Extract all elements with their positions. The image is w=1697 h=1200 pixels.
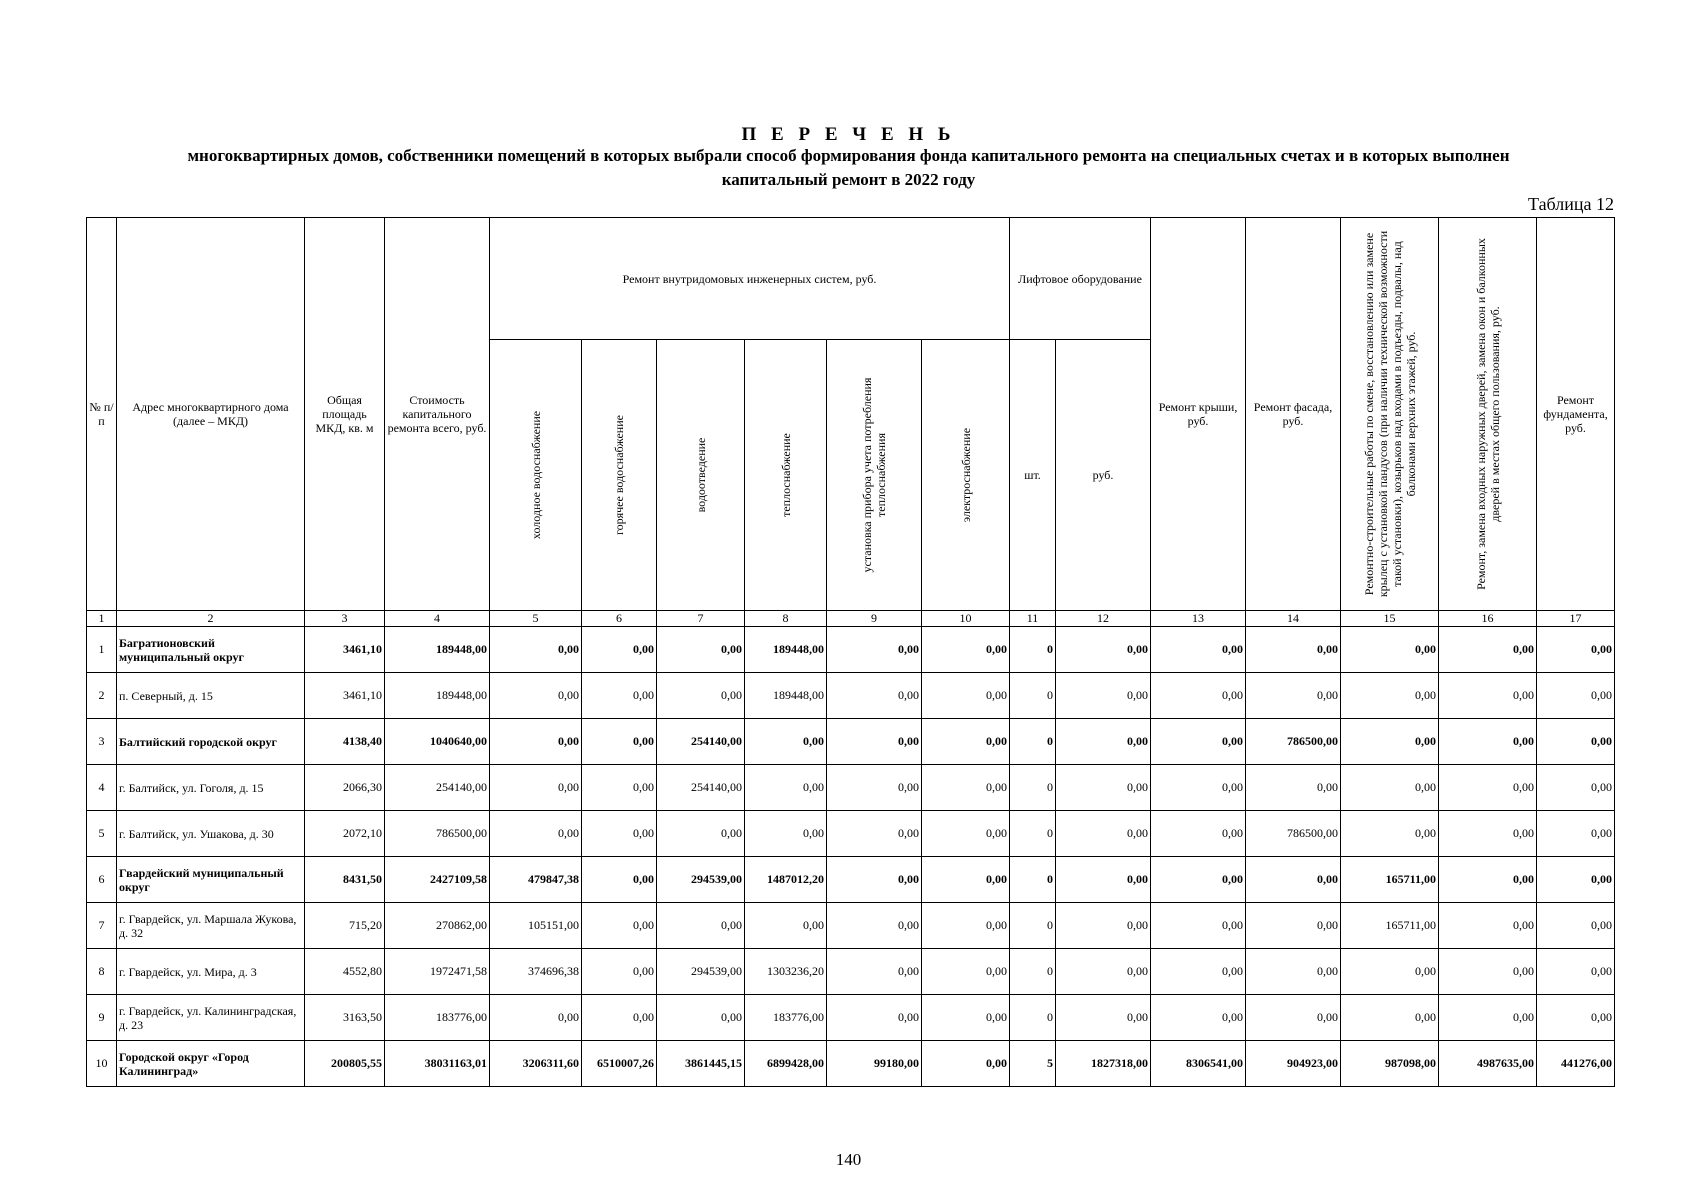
row-value: 0,00 [745, 719, 827, 765]
row-value: 0,00 [657, 995, 745, 1041]
header-facade: Ремонт фасада, руб. [1246, 218, 1341, 611]
column-number: 9 [827, 611, 922, 627]
row-value: 254140,00 [385, 765, 490, 811]
row-value: 99180,00 [827, 1041, 922, 1087]
row-number: 8 [87, 949, 117, 995]
header-hot-water: горячее водоснабжение [612, 415, 626, 535]
row-value: 5 [1010, 1041, 1056, 1087]
header-construction-cell [1341, 218, 1439, 611]
row-number: 10 [87, 1041, 117, 1087]
table-row-district [87, 719, 1615, 765]
row-value: 0,00 [745, 765, 827, 811]
row-number: 3 [87, 719, 117, 765]
header-num: № п/п [87, 218, 117, 611]
header-address: Адрес многоквартирного дома (далее – МКД) [117, 218, 305, 611]
row-value: 0,00 [1341, 719, 1439, 765]
row-value: 0,00 [1439, 627, 1537, 673]
row-value: 0,00 [1056, 811, 1151, 857]
row-value: 254140,00 [657, 765, 745, 811]
row-value: 0,00 [922, 627, 1010, 673]
row-value: 0,00 [922, 673, 1010, 719]
header-drainage-cell [657, 340, 745, 611]
column-number: 8 [745, 611, 827, 627]
row-value: 0,00 [1341, 765, 1439, 811]
row-value: 38031163,01 [385, 1041, 490, 1087]
row-value: 0,00 [1537, 949, 1615, 995]
row-value: 3861445,15 [657, 1041, 745, 1087]
row-value: 8306541,00 [1151, 1041, 1246, 1087]
row-value: 0,00 [922, 995, 1010, 1041]
column-number: 14 [1246, 611, 1341, 627]
row-value: 4987635,00 [1439, 1041, 1537, 1087]
row-value: 786500,00 [385, 811, 490, 857]
row-value: 0,00 [1056, 903, 1151, 949]
column-number: 17 [1537, 611, 1615, 627]
row-value: 2072,10 [305, 811, 385, 857]
row-value: 0,00 [1151, 719, 1246, 765]
row-number: 2 [87, 673, 117, 719]
row-value: 0,00 [1151, 673, 1246, 719]
row-value: 0,00 [1537, 673, 1615, 719]
row-value: 0 [1010, 995, 1056, 1041]
row-value: 0,00 [1537, 627, 1615, 673]
row-value: 0,00 [922, 857, 1010, 903]
row-value: 904923,00 [1246, 1041, 1341, 1087]
column-number: 12 [1056, 611, 1151, 627]
row-value: 1040640,00 [385, 719, 490, 765]
column-number: 16 [1439, 611, 1537, 627]
row-value: 0,00 [1246, 949, 1341, 995]
column-number: 10 [922, 611, 1010, 627]
column-number: 11 [1010, 611, 1056, 627]
row-address: Гвардейский муниципальный округ [117, 857, 305, 903]
row-value: 0,00 [827, 765, 922, 811]
column-number: 4 [385, 611, 490, 627]
row-value: 3461,10 [305, 673, 385, 719]
row-value: 189448,00 [745, 627, 827, 673]
row-value: 0,00 [922, 765, 1010, 811]
row-value: 0,00 [490, 719, 582, 765]
row-number: 4 [87, 765, 117, 811]
header-electric-cell [922, 340, 1010, 611]
row-value: 0,00 [582, 765, 657, 811]
row-value: 4552,80 [305, 949, 385, 995]
header-heating-cell [745, 340, 827, 611]
table-row-house [87, 995, 1615, 1041]
row-value: 183776,00 [385, 995, 490, 1041]
row-value: 0,00 [1439, 903, 1537, 949]
header-heating: теплоснабжение [778, 433, 793, 517]
row-value: 0,00 [657, 627, 745, 673]
row-value: 0,00 [827, 811, 922, 857]
row-value: 0,00 [1341, 949, 1439, 995]
row-number: 1 [87, 627, 117, 673]
row-value: 0,00 [1439, 811, 1537, 857]
table-row-house [87, 811, 1615, 857]
document-title: П Е Р Е Ч Е Н Ь [741, 124, 956, 145]
row-value: 0,00 [922, 949, 1010, 995]
row-value: 0,00 [1056, 949, 1151, 995]
row-value: 1487012,20 [745, 857, 827, 903]
row-value: 0,00 [1151, 949, 1246, 995]
row-value: 0,00 [1439, 765, 1537, 811]
column-number-row [87, 611, 1615, 627]
row-value: 0,00 [582, 949, 657, 995]
row-value: 0,00 [827, 949, 922, 995]
table-row-house [87, 949, 1615, 995]
row-value: 0 [1010, 765, 1056, 811]
row-value: 0,00 [922, 811, 1010, 857]
header-cold-water: холодное водоснабжение [528, 410, 543, 540]
row-address: г. Балтийск, ул. Гоголя, д. 15 [117, 765, 305, 811]
row-value: 0,00 [922, 903, 1010, 949]
row-value: 0,00 [490, 811, 582, 857]
row-value: 786500,00 [1246, 811, 1341, 857]
header-engineering: Ремонт внутридомовых инженерных систем, руб. [490, 218, 1010, 340]
row-value: 1827318,00 [1056, 1041, 1151, 1087]
row-value: 0,00 [1537, 811, 1615, 857]
row-value: 0 [1010, 719, 1056, 765]
row-value: 0,00 [657, 811, 745, 857]
row-value: 0,00 [1537, 903, 1615, 949]
row-value: 3163,50 [305, 995, 385, 1041]
row-value: 0,00 [582, 857, 657, 903]
table-body [87, 611, 1615, 1087]
row-address: г. Балтийск, ул. Ушакова, д. 30 [117, 811, 305, 857]
row-value: 0,00 [582, 719, 657, 765]
row-value: 0,00 [1246, 903, 1341, 949]
column-number: 15 [1341, 611, 1439, 627]
header-hot-water-cell [582, 340, 657, 611]
row-value: 0,00 [827, 857, 922, 903]
row-value: 0,00 [1341, 673, 1439, 719]
row-value: 0,00 [582, 995, 657, 1041]
row-value: 254140,00 [657, 719, 745, 765]
row-value: 374696,38 [490, 949, 582, 995]
row-value: 0,00 [1056, 673, 1151, 719]
row-value: 105151,00 [490, 903, 582, 949]
row-value: 2066,30 [305, 765, 385, 811]
row-value: 0 [1010, 903, 1056, 949]
table-row-district [87, 1041, 1615, 1087]
row-address: г. Гвардейск, ул. Маршала Жукова, д. 32 [117, 903, 305, 949]
row-number: 6 [87, 857, 117, 903]
row-value: 0 [1010, 857, 1056, 903]
row-value: 0,00 [582, 903, 657, 949]
row-value: 0,00 [827, 627, 922, 673]
table-row-house [87, 673, 1615, 719]
row-value: 0,00 [827, 719, 922, 765]
row-value: 6899428,00 [745, 1041, 827, 1087]
row-value: 0,00 [582, 627, 657, 673]
row-value: 0,00 [490, 765, 582, 811]
header-doors: Ремонт, замена входных наружных дверей, замена окон и балконных дверей в местах общего пользования, руб. [1473, 238, 1502, 590]
row-value: 4138,40 [305, 719, 385, 765]
row-value: 0,00 [745, 811, 827, 857]
column-number: 2 [117, 611, 305, 627]
row-value: 0,00 [1056, 627, 1151, 673]
table-row-district [87, 627, 1615, 673]
row-value: 0,00 [490, 995, 582, 1041]
row-value: 8431,50 [305, 857, 385, 903]
row-value: 0,00 [1246, 857, 1341, 903]
row-value: 0,00 [1246, 995, 1341, 1041]
page-number: 140 [835, 1150, 862, 1169]
row-value: 0,00 [827, 903, 922, 949]
row-value: 479847,38 [490, 857, 582, 903]
row-value: 0,00 [1341, 811, 1439, 857]
row-address: Багратионовский муниципальный округ [117, 627, 305, 673]
row-number: 7 [87, 903, 117, 949]
header-meter-cell [827, 340, 922, 611]
row-value: 0,00 [1439, 719, 1537, 765]
row-value: 0,00 [582, 673, 657, 719]
row-value: 0,00 [1151, 765, 1246, 811]
column-number: 13 [1151, 611, 1246, 627]
row-value: 189448,00 [385, 627, 490, 673]
row-value: 0,00 [1439, 949, 1537, 995]
row-value: 0,00 [1151, 903, 1246, 949]
row-value: 0,00 [657, 903, 745, 949]
row-value: 0,00 [1537, 765, 1615, 811]
row-value: 270862,00 [385, 903, 490, 949]
row-value: 786500,00 [1246, 719, 1341, 765]
document-subtitle-line1: многоквартирных домов, собственники помещений в которых выбрали способ формирования фонда капитального ремонта на специальных счетах и в которых выполнен [187, 146, 1510, 165]
row-value: 0,00 [1537, 995, 1615, 1041]
row-value: 294539,00 [657, 949, 745, 995]
table-label: Таблица 12 [1528, 194, 1614, 214]
row-address: Городской округ «Город Калининград» [117, 1041, 305, 1087]
header-roof: Ремонт крыши, руб. [1151, 218, 1246, 611]
header-foundation: Ремонт фундамента, руб. [1537, 218, 1615, 611]
row-value: 0,00 [1151, 811, 1246, 857]
row-value: 1972471,58 [385, 949, 490, 995]
row-address: г. Гвардейск, ул. Мира, д. 3 [117, 949, 305, 995]
row-value: 0,00 [1151, 857, 1246, 903]
row-value: 0,00 [922, 1041, 1010, 1087]
row-address: Балтийский городской округ [117, 719, 305, 765]
header-area: Общая площадь МКД, кв. м [305, 218, 385, 611]
header-drainage: водоотведение [693, 437, 708, 513]
row-value: 0,00 [1056, 719, 1151, 765]
row-value: 165711,00 [1341, 857, 1439, 903]
header-electric: электроснабжение [958, 427, 973, 523]
column-number: 6 [582, 611, 657, 627]
row-value: 0,00 [1246, 627, 1341, 673]
row-number: 9 [87, 995, 117, 1041]
row-value: 0,00 [1056, 995, 1151, 1041]
row-value: 0,00 [1439, 995, 1537, 1041]
row-value: 0,00 [1246, 765, 1341, 811]
houses-table [86, 217, 1615, 1087]
row-value: 0,00 [922, 719, 1010, 765]
header-doors-cell [1439, 218, 1537, 611]
header-elevator-pcs: шт. [1010, 340, 1056, 611]
row-value: 165711,00 [1341, 903, 1439, 949]
row-value: 3461,10 [305, 627, 385, 673]
column-number: 3 [305, 611, 385, 627]
row-address: г. Гвардейск, ул. Калининградская, д. 23 [117, 995, 305, 1041]
header-cold-water-cell [490, 340, 582, 611]
row-value: 0,00 [1056, 857, 1151, 903]
row-value: 0,00 [490, 627, 582, 673]
row-value: 715,20 [305, 903, 385, 949]
row-value: 0,00 [1537, 857, 1615, 903]
row-value: 0 [1010, 627, 1056, 673]
table-row-district [87, 857, 1615, 903]
table-row-house [87, 903, 1615, 949]
header-cost: Стоимость капитального ремонта всего, руб. [385, 218, 490, 611]
row-value: 987098,00 [1341, 1041, 1439, 1087]
document-subtitle-line2: капитальный ремонт в 2022 году [721, 170, 976, 189]
row-number: 5 [87, 811, 117, 857]
row-value: 0,00 [1151, 995, 1246, 1041]
row-value: 441276,00 [1537, 1041, 1615, 1087]
row-value: 0,00 [1439, 857, 1537, 903]
column-number: 1 [87, 611, 117, 627]
row-value: 294539,00 [657, 857, 745, 903]
column-number: 7 [657, 611, 745, 627]
row-value: 0,00 [490, 673, 582, 719]
row-value: 0,00 [657, 673, 745, 719]
row-value: 0,00 [1056, 765, 1151, 811]
row-value: 0,00 [1151, 627, 1246, 673]
row-value: 0,00 [582, 811, 657, 857]
row-value: 189448,00 [385, 673, 490, 719]
row-address: п. Северный, д. 15 [117, 673, 305, 719]
column-number: 5 [490, 611, 582, 627]
row-value: 0,00 [1439, 673, 1537, 719]
table-row-house [87, 765, 1615, 811]
row-value: 0 [1010, 673, 1056, 719]
row-value: 0,00 [1341, 995, 1439, 1041]
row-value: 200805,55 [305, 1041, 385, 1087]
row-value: 1303236,20 [745, 949, 827, 995]
row-value: 0,00 [745, 903, 827, 949]
header-meter: установка прибора учета потребления теплоснабжения [860, 377, 888, 573]
header-elevator-rub: руб. [1056, 340, 1151, 611]
row-value: 3206311,60 [490, 1041, 582, 1087]
row-value: 0,00 [827, 995, 922, 1041]
row-value: 0 [1010, 949, 1056, 995]
row-value: 189448,00 [745, 673, 827, 719]
header-elevator: Лифтовое оборудование [1010, 218, 1151, 340]
row-value: 183776,00 [745, 995, 827, 1041]
row-value: 0,00 [1246, 673, 1341, 719]
row-value: 0,00 [1341, 627, 1439, 673]
row-value: 0,00 [827, 673, 922, 719]
header-construction: Ремонтно-строительные работы по смене, восстановлению или замене крылец с установкой пандусов (при наличии технической возможности такой установки), козырьков над входами в подъезды, подвалы, над балконами верхних этажей, руб. [1361, 230, 1418, 598]
row-value: 6510007,26 [582, 1041, 657, 1087]
row-value: 0 [1010, 811, 1056, 857]
row-value: 2427109,58 [385, 857, 490, 903]
row-value: 0,00 [1537, 719, 1615, 765]
